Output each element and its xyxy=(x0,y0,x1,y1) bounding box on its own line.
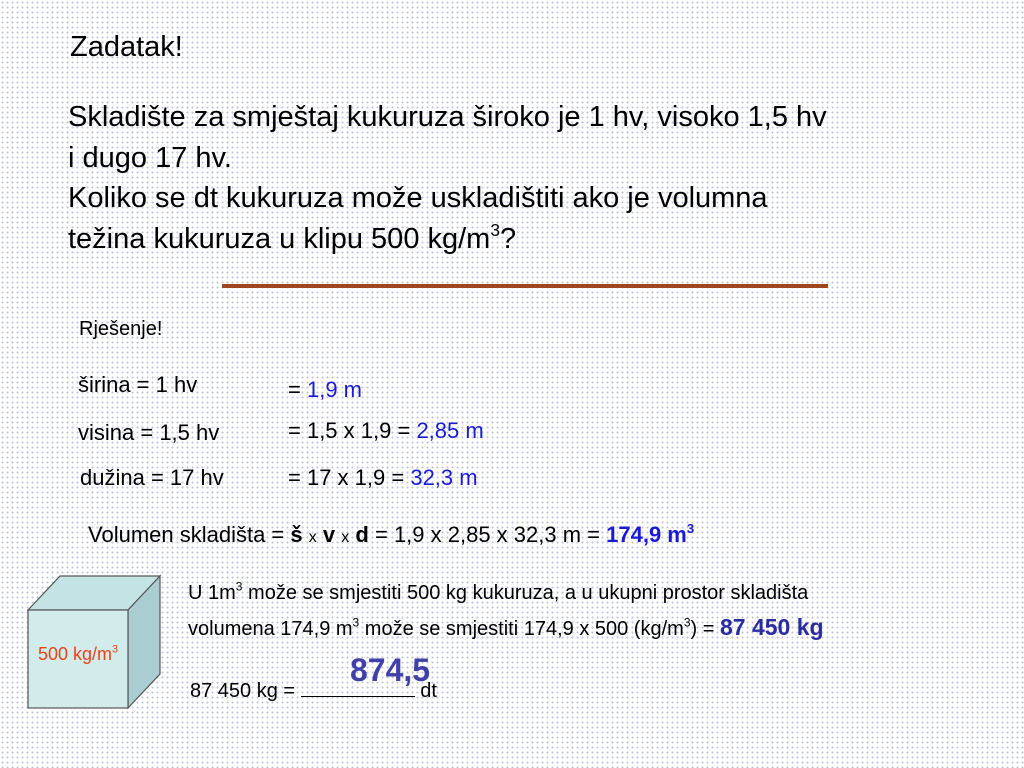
volume-result-superscript: 3 xyxy=(686,520,695,536)
cube-density-label xyxy=(38,644,118,665)
volume-symbol-width: š xyxy=(290,522,303,547)
final-prefix: 87 450 kg = xyxy=(190,680,296,702)
explanation-line-1-rest: može se smjestiti 500 kg kukuruza, a u ukupni prostor skladišta xyxy=(242,582,809,604)
total-mass-result: 87 450 kg xyxy=(719,614,824,640)
volume-times-2: x xyxy=(341,529,350,546)
length-value: 32,3 m xyxy=(410,465,478,490)
volume-result-value: 174,9 m xyxy=(606,522,687,547)
explanation-line-2-superscript-2: 3 xyxy=(683,615,691,630)
width-value: 1,9 m xyxy=(306,377,363,402)
problem-line-3: Koliko se dt kukuruza može uskladištiti ako je volumna xyxy=(68,182,768,214)
answer-blank-line xyxy=(301,682,415,697)
problem-line-4-text: težina kukuruza u klipu 500 kg/m xyxy=(68,222,491,255)
length-calculation: = 17 x 1,9 = xyxy=(288,465,405,490)
volume-calculation: = 1,9 x 2,85 x 32,3 m = xyxy=(374,522,601,547)
explanation-line-1 xyxy=(188,576,824,610)
explanation-line-2 xyxy=(188,610,824,646)
explanation-line-2-equals: ) = xyxy=(690,618,715,640)
final-conversion xyxy=(190,680,437,703)
volume-symbol-length: d xyxy=(355,522,369,547)
volume-times-1: x xyxy=(308,529,317,546)
height-calculation: = 1,5 x 1,9 = xyxy=(288,418,411,443)
slide-title: Zadatak! xyxy=(70,31,183,63)
length-label: dužina = 17 hv xyxy=(80,465,224,490)
explanation-line-1-superscript: 3 xyxy=(235,579,243,594)
width-label: širina = 1 hv xyxy=(78,372,198,397)
problem-line-4-superscript: 3 xyxy=(490,219,501,240)
problem-statement xyxy=(68,97,827,259)
explanation-line-2-superscript-1: 3 xyxy=(352,615,360,630)
explanation-line-2-middle: može se smjestiti 174,9 x 500 (kg/m xyxy=(359,618,684,640)
height-conversion xyxy=(288,418,484,444)
volume-result xyxy=(606,522,694,547)
problem-line-2: i dugo 17 hv. xyxy=(68,141,232,174)
volume-prefix: Volumen skladišta = xyxy=(88,522,285,547)
problem-line-4 xyxy=(68,219,827,260)
explanation-line-1-start: U 1m xyxy=(188,582,236,604)
cube-label-text: 500 kg/m xyxy=(38,644,113,664)
width-equals: = xyxy=(288,377,301,402)
divider-line xyxy=(222,284,828,288)
explanation-line-2-start: volumena 174,9 m xyxy=(188,618,353,640)
solution-heading: Rješenje! xyxy=(79,318,163,340)
final-unit: dt xyxy=(420,680,437,702)
problem-line-1: Skladište za smještaj kukuruza široko je 1 hv, visoko 1,5 hv xyxy=(68,101,827,133)
width-conversion xyxy=(288,377,362,403)
volume-formula xyxy=(88,522,694,548)
volume-symbol-height: v xyxy=(322,522,336,547)
final-answer: 874,5 xyxy=(350,652,431,688)
problem-line-4-suffix: ? xyxy=(500,222,517,255)
explanation-paragraph xyxy=(188,576,824,646)
storage-cube-illustration xyxy=(26,574,162,710)
height-value: 2,85 m xyxy=(416,418,484,443)
height-label: visina = 1,5 hv xyxy=(78,420,220,445)
cube-label-superscript: 3 xyxy=(112,643,119,656)
length-conversion xyxy=(288,465,478,491)
